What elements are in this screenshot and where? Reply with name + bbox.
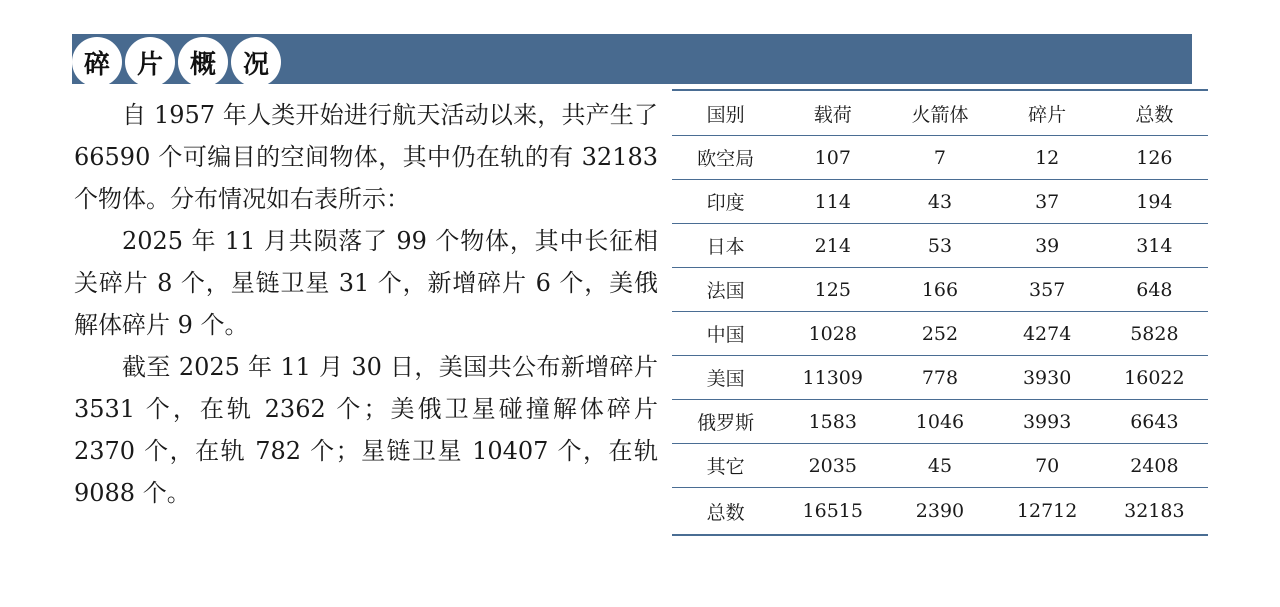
cell-payload: 16515	[779, 488, 886, 536]
cell-rocket-body: 1046	[886, 400, 993, 444]
cell-payload: 107	[779, 136, 886, 180]
table-row	[672, 224, 1208, 268]
table-row	[672, 180, 1208, 224]
title-char: 概	[178, 37, 228, 87]
table-row	[672, 400, 1208, 444]
cell-country: 印度	[672, 180, 779, 224]
debris-table-container	[672, 89, 1208, 536]
cell-total: 32183	[1101, 488, 1208, 536]
column-header-total: 总数	[1101, 90, 1208, 136]
cell-total: 126	[1101, 136, 1208, 180]
cell-debris: 12	[994, 136, 1101, 180]
column-header-debris: 碎片	[994, 90, 1101, 136]
cell-debris: 39	[994, 224, 1101, 268]
cell-total: 16022	[1101, 356, 1208, 400]
paragraph-history: 自 1957 年人类开始进行航天活动以来，共产生了 66590 个可编目的空间物体，其中仍在轨的有 32183 个物体。分布情况如右表所示：	[74, 101, 658, 213]
cell-rocket-body: 778	[886, 356, 993, 400]
cell-total: 648	[1101, 268, 1208, 312]
table-row	[672, 488, 1208, 536]
cell-debris: 4274	[994, 312, 1101, 356]
paragraph-november-decay: 2025 年 11 月共陨落了 99 个物体，其中长征相关碎片 8 个，星链卫星 31 个，新增碎片 6 个，美俄解体碎片 9 个。	[74, 227, 658, 339]
cell-country: 欧空局	[672, 136, 779, 180]
cell-payload: 2035	[779, 444, 886, 488]
cell-country: 中国	[672, 312, 779, 356]
body-text	[74, 94, 658, 514]
cell-country: 俄罗斯	[672, 400, 779, 444]
cell-rocket-body: 7	[886, 136, 993, 180]
paragraph-us-published: 截至 2025 年 11 月 30 日，美国共公布新增碎片 3531 个，在轨 2362 个；美俄卫星碰撞解体碎片 2370 个，在轨 782 个；星链卫星 10407 个，在轨 9088 个。	[74, 353, 658, 507]
title-char: 片	[125, 37, 175, 87]
column-header-country: 国别	[672, 90, 779, 136]
cell-debris: 37	[994, 180, 1101, 224]
cell-rocket-body: 166	[886, 268, 993, 312]
table-row	[672, 444, 1208, 488]
cell-total: 5828	[1101, 312, 1208, 356]
cell-country: 其它	[672, 444, 779, 488]
cell-rocket-body: 252	[886, 312, 993, 356]
table-row	[672, 312, 1208, 356]
cell-payload: 214	[779, 224, 886, 268]
cell-debris: 3930	[994, 356, 1101, 400]
cell-payload: 125	[779, 268, 886, 312]
table-row	[672, 356, 1208, 400]
table-body	[672, 136, 1208, 536]
cell-total: 2408	[1101, 444, 1208, 488]
cell-country: 日本	[672, 224, 779, 268]
cell-country: 法国	[672, 268, 779, 312]
cell-debris: 357	[994, 268, 1101, 312]
cell-total: 314	[1101, 224, 1208, 268]
table-header-row	[672, 90, 1208, 136]
cell-debris: 3993	[994, 400, 1101, 444]
column-header-rocket-body: 火箭体	[886, 90, 993, 136]
section-title	[72, 37, 284, 85]
debris-table	[672, 89, 1208, 536]
cell-payload: 114	[779, 180, 886, 224]
cell-rocket-body: 43	[886, 180, 993, 224]
table-row	[672, 268, 1208, 312]
cell-payload: 1028	[779, 312, 886, 356]
table-row	[672, 136, 1208, 180]
cell-payload: 11309	[779, 356, 886, 400]
cell-rocket-body: 2390	[886, 488, 993, 536]
cell-rocket-body: 53	[886, 224, 993, 268]
title-char: 况	[231, 37, 281, 87]
cell-rocket-body: 45	[886, 444, 993, 488]
cell-country: 总数	[672, 488, 779, 536]
column-header-payload: 载荷	[779, 90, 886, 136]
cell-total: 194	[1101, 180, 1208, 224]
cell-country: 美国	[672, 356, 779, 400]
title-char: 碎	[72, 37, 122, 87]
cell-debris: 12712	[994, 488, 1101, 536]
cell-payload: 1583	[779, 400, 886, 444]
cell-debris: 70	[994, 444, 1101, 488]
cell-total: 6643	[1101, 400, 1208, 444]
